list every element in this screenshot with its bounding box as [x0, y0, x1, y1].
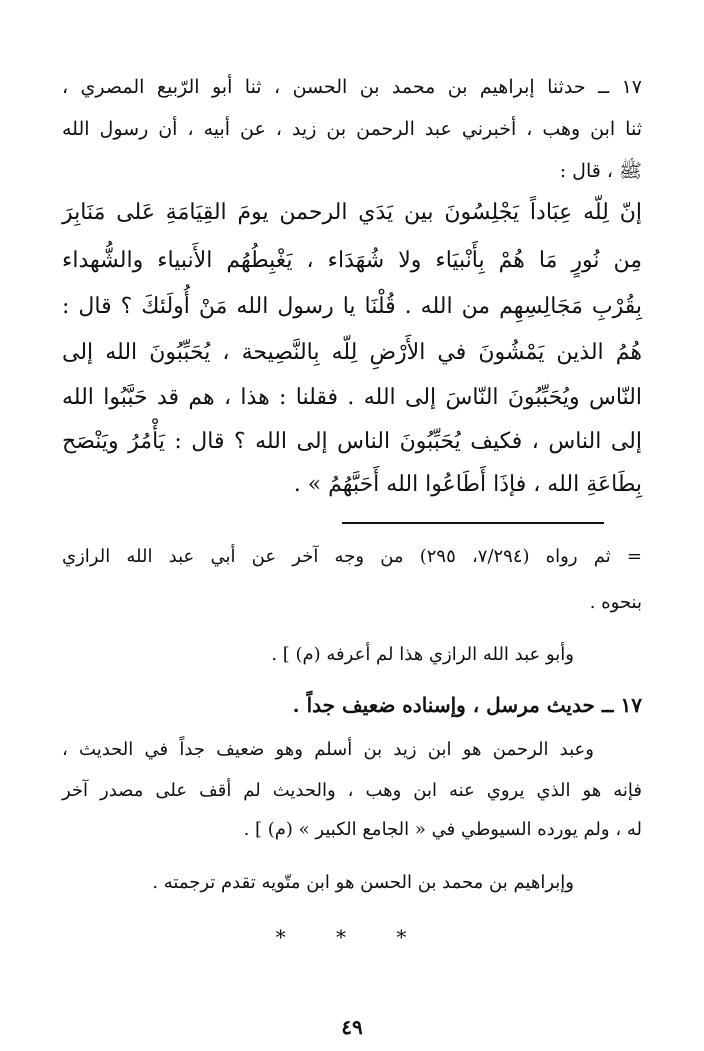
footnote-line: له ، ولم يورده السيوطي في « الجامع الكبير » (م) ] . [243, 819, 642, 840]
footnote-line: بنحوه . [589, 592, 642, 613]
hadith-line: ثنا ابن وهب ، أخبرني عبد الرحمن بن زيد ، عن أبيه ، أن رسول الله [62, 118, 642, 140]
hadith-line: هُمُ الذين يَمْشُونَ في الأَرْضِ لِلّه بِالنَّصِيحة ، يُحَبِّبُونَ الله إلى [62, 340, 642, 365]
page-number: ٤٩ [341, 1015, 363, 1039]
hadith-line: بِطَاعَةِ الله ، فإذَا أَطَاعُوا الله أَحَبَّهُمُ » . [293, 472, 642, 497]
hadith-line: إنّ لِلّه عِبَاداً يَجْلِسُونَ بين يَدَي الرحمن يومَ القِيَامَةِ عَلى مَنَابِرَ [62, 200, 642, 225]
footnote-line: = ثم رواه (٧/٢٩٤، ٢٩٥) من وجه آخر عن أبي عبد الله الرازي [62, 546, 643, 567]
hadith-line: مِن نُورٍ مَا هُمْ بِأَنْبيَاء ولا شُهَدَاء ، يَغْبِطُهُم الأَنبياء والشُّهداء [62, 248, 643, 273]
hadith-line: إلى الناس ، فكيف يُحَبِّبُونَ الناس إلى الله ؟ قال : يَأْمُرُ ويَنْصَح [62, 429, 642, 454]
hadith-line: ١٧ ــ حدثنا إبراهيم بن محمد بن الحسن ، ثنا أبو الرّبيع المصري ، [62, 76, 642, 98]
footnote-heading: ١٧ ــ حديث مرسل ، وإسناده ضعيف جداً . [292, 693, 642, 717]
hadith-line: ﷺ ، قال : [559, 160, 642, 182]
footnote-line: وأبو عبد الله الرازي هذا لم أعرفه (م) ] . [271, 644, 574, 665]
footnote-line: فإنه هو الذي يروي عنه ابن وهب ، والحديث لم أقف على مصدر آخر [62, 780, 642, 801]
hadith-line: النّاس ويُحَبِّبُونَ النّاسَ إلى الله . فقلنا : هذا ، هم قد حَبَّبُوا الله [62, 385, 642, 410]
hadith-line: بِقُرْبِ مَجَالِسِهِم من الله . قُلْنَا يا رسول الله مَنْ أُولَئكَ ؟ قال : [62, 294, 642, 319]
footnote-line: وإبراهيم بن محمد بن الحسن هو ابن متّويه تقدم ترجمته . [152, 872, 574, 893]
footnote-divider [342, 522, 604, 524]
section-separator: * * * [275, 925, 429, 949]
footnote-line: وعبد الرحمن هو ابن زيد بن أسلم وهو ضعيف جداً في الحديث ، [62, 739, 594, 760]
